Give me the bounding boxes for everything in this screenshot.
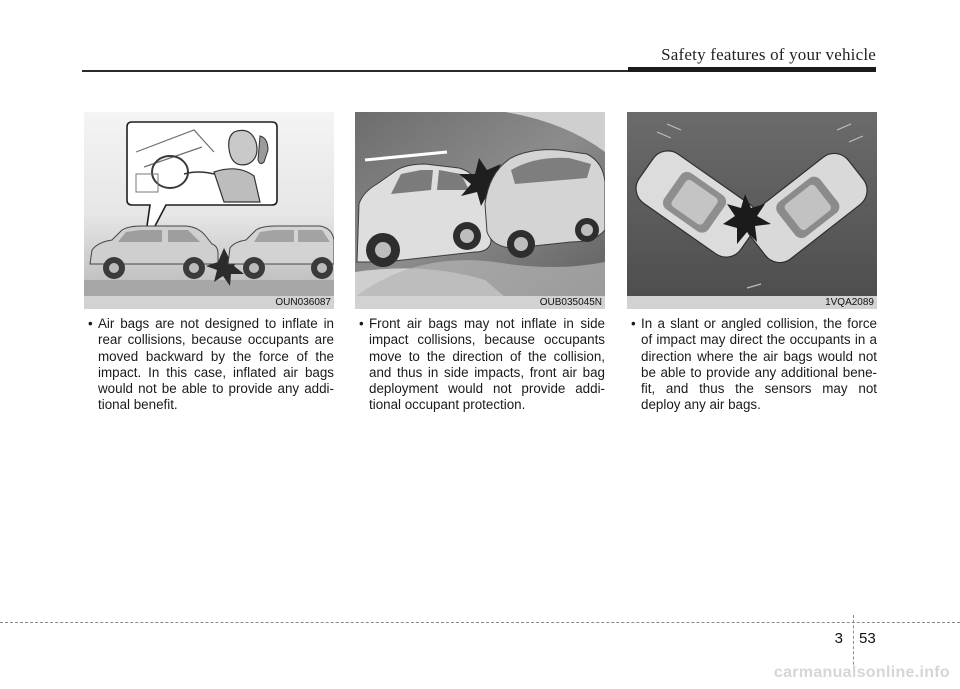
figure-caption — [627, 316, 877, 414]
rear-collision-illustration — [84, 112, 334, 297]
bullet: • — [631, 316, 636, 331]
caption-text: Air bags are not designed to inflate in rear collisions, because occupants are moved backward by the force of the impact. In this case, inflated air bags would not be able to provide any addi-tional benefit. — [98, 316, 334, 413]
figure-column-side-impact — [355, 112, 605, 414]
figure-code: 1VQA2089 — [627, 296, 877, 309]
figure-code: OUN036087 — [84, 296, 334, 309]
page-number-value: 53 — [859, 630, 876, 647]
side-impact-illustration — [355, 112, 605, 297]
figure-side-impact — [355, 112, 605, 309]
caption-text: In a slant or angled collision, the force of impact may direct the occupants in a direction where the air bags would not be able to provide any additional bene-fit, and thus the sensors may not deploy any air bags. — [641, 316, 877, 413]
watermark: carmanualsonline.info — [773, 664, 950, 681]
chapter-number: 3 — [834, 630, 843, 647]
figure-angled-collision — [627, 112, 877, 309]
header-rule-accent — [628, 67, 876, 72]
figure-rear-collision — [84, 112, 334, 309]
bullet: • — [88, 316, 93, 331]
angled-collision-illustration — [627, 112, 877, 297]
figure-caption — [84, 316, 334, 414]
section-title: Safety features of your vehicle — [661, 45, 876, 64]
footer-rule — [0, 622, 960, 623]
bullet: • — [359, 316, 364, 331]
figure-code: OUB035045N — [355, 296, 605, 309]
figure-column-angled-collision — [627, 112, 877, 414]
figure-caption — [355, 316, 605, 414]
caption-text: Front air bags may not inflate in side impact collisions, because occupants move to the direction of the collision, and thus in side impacts, front air bag deployment would not provide addi-tional occupant protection. — [369, 316, 605, 413]
figure-column-rear-collision — [84, 112, 334, 414]
